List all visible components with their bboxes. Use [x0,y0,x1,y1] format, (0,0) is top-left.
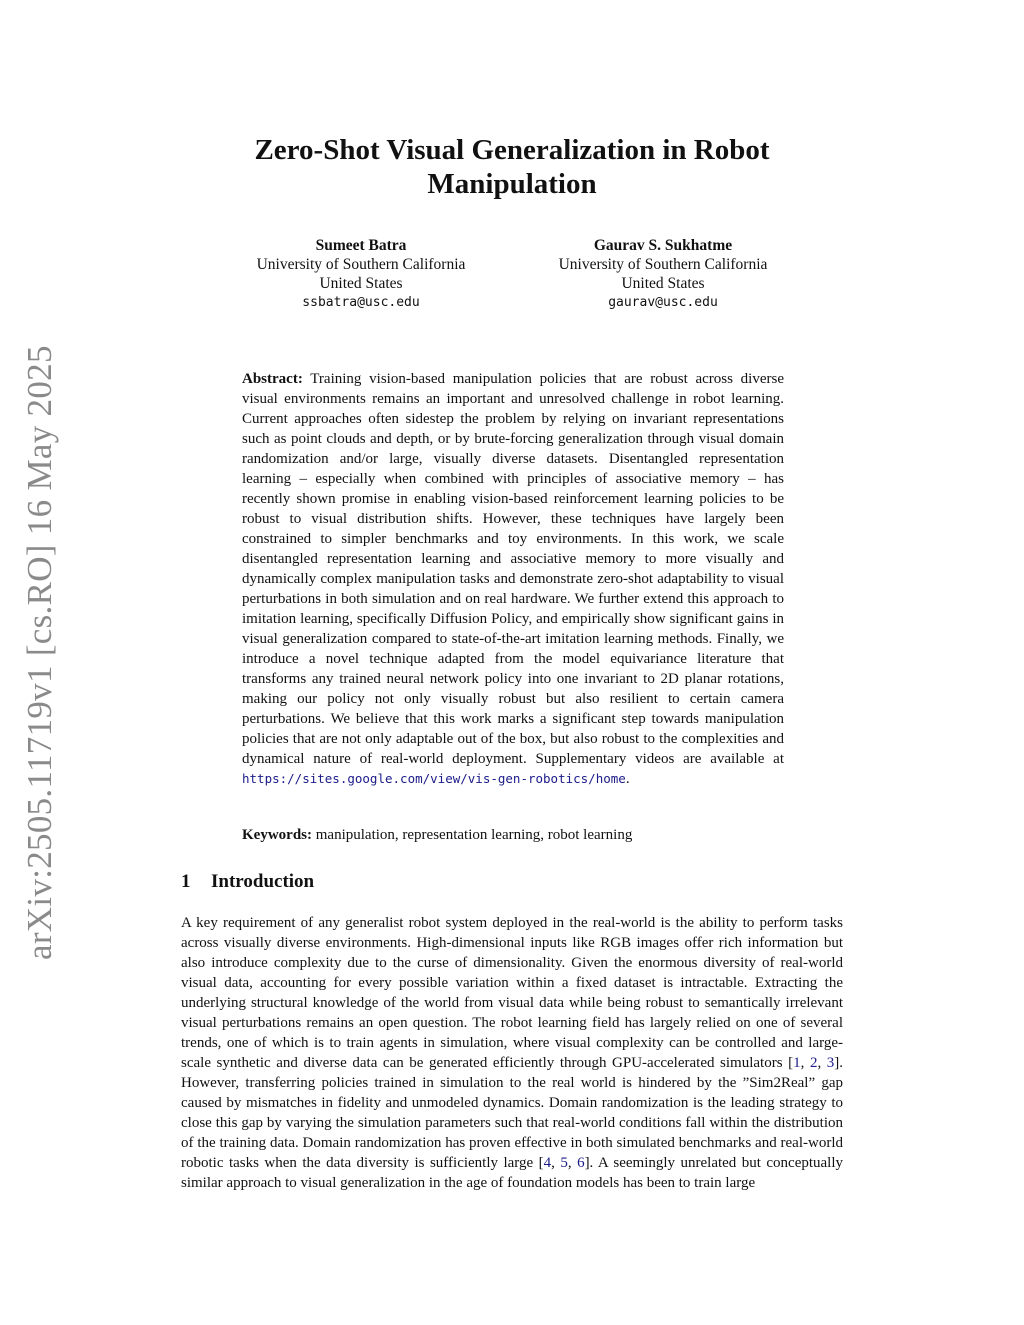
author-affiliation: University of Southern California [256,256,466,273]
author-email[interactable]: ssbatra@usc.edu [302,295,420,310]
section-heading-introduction [181,871,314,893]
abstract-end: . [625,771,630,787]
citation-link[interactable]: 2 [809,1055,818,1071]
abstract-label: Abstract: [242,371,303,387]
introduction-paragraph: A key requirement of any generalist robot system deployed in the real-world is the ability to perform tasks across visually diverse environments. High-dimensional inputs like RGB images offer rich information but also introduce complexity due to the curse of dimensionality. Given the enormous diversity of real-world visual data, accounting for every possible variation within a fixed dataset is intractable. Extracting the underlying structural knowledge of the world from visual data while being robust to semantically irrelevant visual perturbations remains an open question. The robot learning field has largely relied on one of several trends, one of which is to train agents in simulation, where visual complexity can be controlled and large-scale synthetic and diverse data can be generated efficiently through GPU-accelerated simulators [1, 2, 3]. However, transferring policies trained in simulation to the real world is hindered by the ”Sim2Real” gap caused by mismatches in fidelity and unmodeled dynamics. Domain randomization is the leading strategy to close this gap by varying the simulation parameters such that real-world conditions fall within the distribution of the training data. Domain randomization has proven effective in both simulated benchmarks and real-world robotic tasks when the data diversity is sufficiently large [4, 5, 6]. A seemingly unrelated but conceptually similar approach to visual generalization in the age of foundation models has been to train large [181,915,844,1191]
paper-title: Zero-Shot Visual Generalization in Robot Manipulation [254,134,770,200]
author-email[interactable]: gaurav@usc.edu [608,295,718,310]
author-block [231,236,491,312]
intro-text: ]. A seemingly unrelated but conceptually similar approach to visual generalization in the age of foundation models has been to train large [181,1155,844,1191]
author-name: Sumeet Batra [315,237,407,254]
intro-text: ]. However, transferring policies trained in simulation to the real world is hindered by the ”Sim2Real” gap caused by mismatches in fidelity and unmodeled dynamics. Domain randomization is the leading strategy to close this gap by varying the simulation parameters such that real-world conditions fall within the distribution of the training data. Domain randomization has proven effective in both simulated benchmarks and real-world robotic tasks when the data diversity is sufficiently large [ [181,1055,844,1171]
intro-text: A key requirement of any generalist robot system deployed in the real-world is the ability to perform tasks across visually diverse environments. High-dimensional inputs like RGB images offer rich information but also introduce complexity due to the curse of dimensionality. Given the enormous diversity of real-world visual data, accounting for every possible variation within a fixed dataset is intractable. Extracting the underlying structural knowledge of the world from visual data while being robust to semantically irrelevant visual perturbations remains an open question. The robot learning field has largely relied on one of several trends, one of which is to train agents in simulation, where visual complexity can be controlled and large-scale synthetic and diverse data can be generated efficiently through GPU-accelerated simulators [ [181,915,843,1071]
abstract [242,369,784,789]
keywords-text: manipulation, representation learning, robot learning [315,827,633,843]
citation-link[interactable]: 4 [543,1155,552,1171]
section-title: Introduction [211,871,315,892]
author-affiliation: University of Southern California [558,256,768,273]
author-country: United States [319,275,403,292]
keywords-label: Keywords: [242,827,312,843]
arxiv-identifier-stamp: arXiv:2505.11719v1 [cs.RO] 16 May 2025 [20,345,59,960]
section-number: 1 [181,871,191,892]
keywords [242,825,784,845]
author-block [532,236,794,312]
abstract-text: Training vision-based manipulation policies that are robust across diverse visual environments remains an important and unresolved challenge in robot learning. Current approaches often sidestep the problem by relying on invariant representations such as point clouds and depth, or by brute-forcing generalization through visual domain randomization and/or large, visually diverse datasets. Disentangled representation learning – especially when combined with principles of associative memory – has recently shown promise in enabling vision-based reinforcement learning policies to be robust to visual distribution shifts. However, these techniques have largely been constrained to simpler benchmarks and toy environments. In this work, we scale disentangled representation learning and associative memory to more visually and dynamically complex manipulation tasks and demonstrate zero-shot adaptability to visual perturbations in both simulation and on real hardware. We further extend this approach to imitation learning, specifically Diffusion Policy, and empirically show significant gains in visual generalization compared to state-of-the-art imitation learning methods. Finally, we introduce a novel technique adapted from the model equivariance literature that transforms any trained neural network policy into one invariant to 2D planar rotations, making our policy not only visually robust but also resilient to certain camera perturbations. We believe that this work marks a significant step towards manipulation policies that are not only adaptable out of the box, but also robust to the complexities and dynamical nature of real-world deployment. Supplementary videos are available at [242,371,784,767]
supplementary-url-link[interactable]: https://sites.google.com/view/vis-gen-robotics/home [242,771,626,786]
author-name: Gaurav S. Sukhatme [593,237,733,254]
citation-link[interactable]: 3 [826,1055,835,1071]
author-country: United States [621,275,705,292]
citation-link[interactable]: 1 [793,1055,801,1071]
citation-link[interactable]: 5 [560,1155,568,1171]
citation-link[interactable]: 6 [577,1155,585,1171]
